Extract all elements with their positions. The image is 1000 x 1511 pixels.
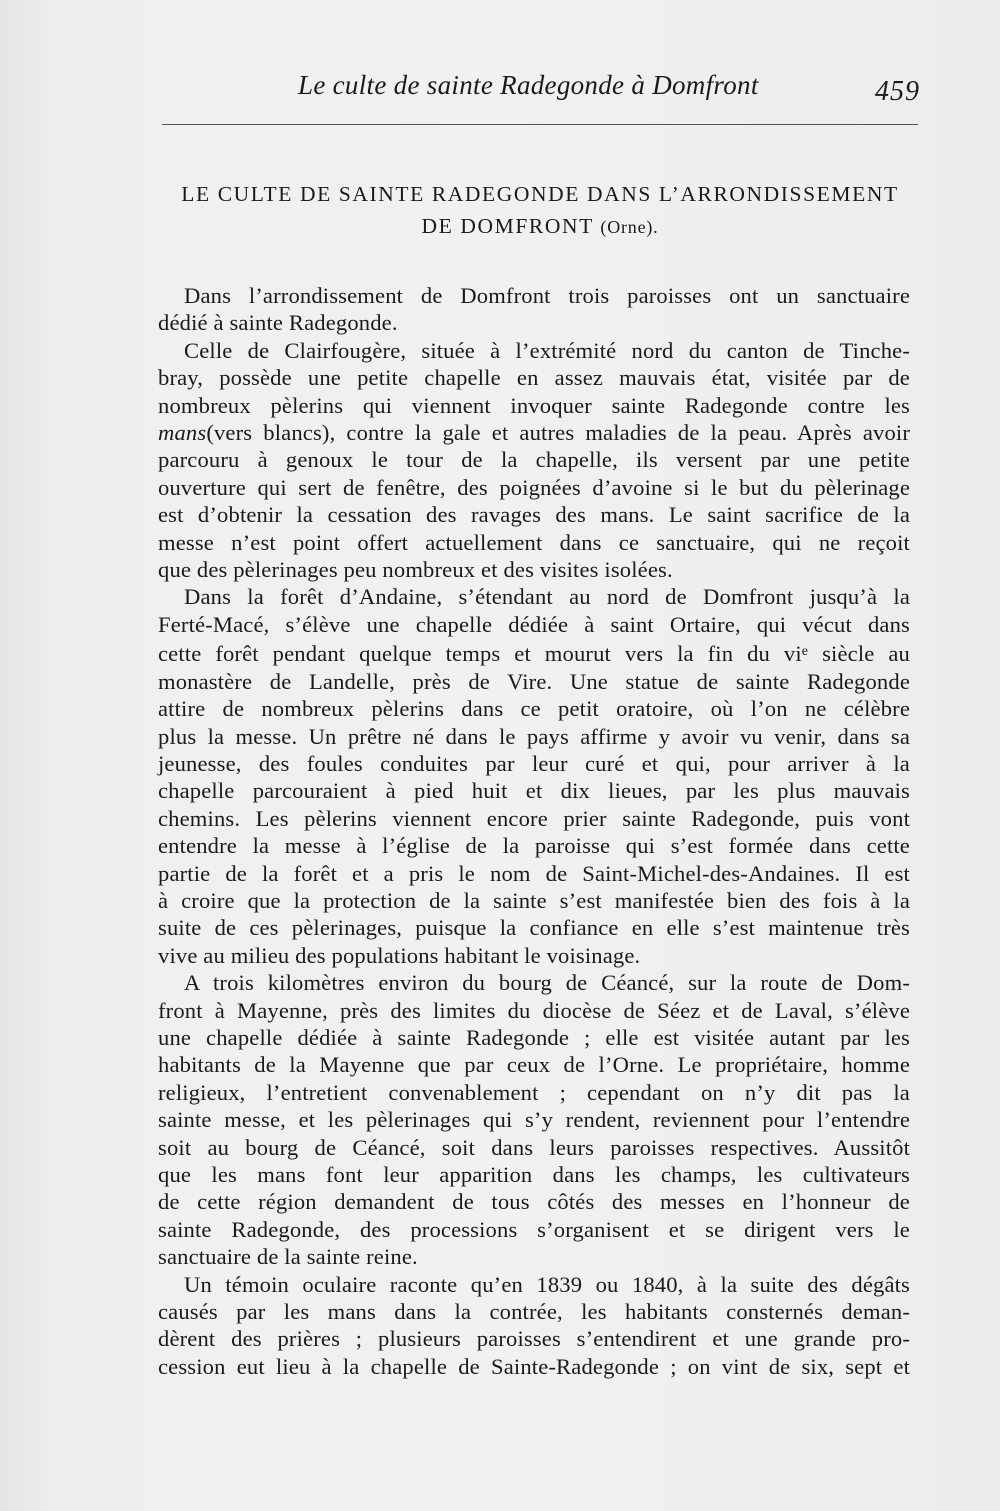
text-line: plus la messe. Un prêtre né dans le pays affirme y avoir vu venir, dans sa: [158, 723, 910, 749]
text-line: une chapelle dédiée à sainte Radegonde ; elle est visitée autant par les: [158, 1024, 910, 1050]
header-rule: [162, 124, 918, 125]
text-line: Un témoin oculaire raconte qu’en 1839 ou 1840, à la suite des dégâts: [184, 1271, 910, 1297]
text-line: ouverture qui sert de fenêtre, des poignées d’avoine si le but du pèlerinage: [158, 474, 910, 500]
text-line: bray, possède une petite chapelle en assez mauvais état, visitée par de: [158, 365, 910, 391]
text-line: front à Mayenne, près des limites du diocèse de Séez et de Laval, s’élève: [158, 997, 910, 1023]
text-line: religieux, l’entretient convenablement ; cependant on n’y dit pas la: [158, 1079, 910, 1105]
text-line: sainte Radegonde, des processions s’organisent et se dirigent vers le: [158, 1216, 910, 1242]
paragraph-4: [158, 969, 910, 1270]
body-text: [158, 282, 910, 1380]
article-title: [150, 178, 930, 243]
title-line-1: LE CULTE DE SAINTE RADEGONDE DANS L’ARRONDISSEMENT: [181, 182, 899, 206]
text-line: habitants de la Mayenne que par ceux de l’Orne. Le propriétaire, homme: [158, 1052, 910, 1078]
text-line: nombreux pèlerins qui viennent invoquer sainte Radegonde contre les: [158, 392, 910, 418]
running-header: [160, 66, 920, 110]
text-line: sainte messe, et les pèlerinages qui s’y rendent, reviennent pour l’entendre: [158, 1107, 910, 1133]
text-line: dédié à sainte Radegonde.: [158, 310, 398, 336]
text-line: A trois kilomètres environ du bourg de Céancé, sur la route de Dom-: [184, 970, 910, 996]
running-title: Le culte de sainte Radegonde à Domfront: [298, 70, 759, 100]
text-line: soit au bourg de Céancé, soit dans leurs paroisses respectives. Aussitôt: [158, 1134, 910, 1160]
text-line-end: siècle au: [822, 641, 910, 667]
text-line: cession eut lieu à la chapelle de Sainte-Radegonde ; on vint de six, sept et: [158, 1353, 910, 1379]
text-line-start: cette forêt pendant quelque temps et mourut vers la fin du: [158, 641, 770, 667]
paragraph-2: [158, 337, 910, 584]
text-line: monastère de Landelle, près de Vire. Une statue de sainte Radegonde: [158, 668, 910, 694]
text-line: vive au milieu des populations habitant le voisinage.: [158, 942, 641, 968]
text-line: Dans la forêt d’Andaine, s’étendant au nord de Domfront jusqu’à la: [184, 584, 910, 610]
text-line: entendre la messe à l’église de la paroisse qui s’est formée dans cette: [158, 833, 910, 859]
text-line-rest: (vers blancs), contre la gale et autres maladies de la peau. Après avoir: [206, 420, 910, 446]
century-numeral: vi: [783, 641, 802, 667]
text-line: à croire que la protection de la sainte s’est manifestée bien des fois à la: [158, 887, 910, 913]
text-line: suite de ces pèlerinages, puisque la confiance en elle s’est maintenue très: [158, 915, 910, 941]
text-line: est d’obtenir la cessation des ravages des mans. Le saint sacrifice de la: [158, 502, 910, 528]
text-line: que des pèlerinages peu nombreux et des visites isolées.: [158, 557, 673, 583]
page-number: 459: [875, 76, 920, 107]
text-line: sanctuaire de la sainte reine.: [158, 1244, 418, 1270]
text-line: que les mans font leur apparition dans les champs, les cultivateurs: [158, 1162, 910, 1187]
text-line: chapelle parcouraient à pied huit et dix lieues, par les plus mauvais: [158, 778, 910, 804]
text-line: parcouru à genoux le tour de la chapelle, ils versent par une petite: [158, 447, 910, 473]
paragraph-1: [158, 282, 910, 337]
title-line-2-text: DE DOMFRONT: [421, 214, 594, 238]
text-line: jeunesse, des foules conduites par leur curé et qui, pour arriver à la: [158, 750, 910, 776]
text-line: attire de nombreux pèlerins dans ce petit oratoire, où l’on ne célèbre: [158, 696, 910, 722]
text-line: de cette région demandent de tous côtés des messes en l’honneur de: [158, 1189, 910, 1215]
text-line: Ferté-Macé, s’élève une chapelle dédiée à saint Ortaire, qui vécut dans: [158, 611, 910, 637]
paragraph-5: [158, 1271, 910, 1381]
italic-word: mans: [158, 420, 207, 446]
title-note: (Orne).: [600, 217, 659, 237]
paragraph-3: [158, 583, 910, 969]
text-line: dèrent des prières ; plusieurs paroisses s’entendirent et une grande pro-: [158, 1326, 910, 1352]
text-line: [158, 419, 910, 446]
text-line: Celle de Clairfougère, située à l’extrémité nord du canton de Tinche-: [184, 337, 910, 363]
text-line: chemins. Les pèlerins viennent encore prier sainte Radegonde, puis vont: [158, 805, 910, 831]
text-line: Dans l’arrondissement de Domfront trois paroisses ont un sanctuaire: [184, 283, 910, 308]
text-line: messe n’est point offert actuellement dans ce sanctuaire, qui ne reçoit: [158, 529, 910, 555]
text-line: partie de la forêt et a pris le nom de Saint-Michel-des-Andaines. Il est: [158, 860, 910, 886]
title-line-2: [150, 210, 930, 243]
text-line: causés par les mans dans la contrée, les habitants consternés deman-: [158, 1299, 910, 1325]
century-superscript: e: [801, 644, 809, 660]
text-line: [158, 638, 910, 667]
